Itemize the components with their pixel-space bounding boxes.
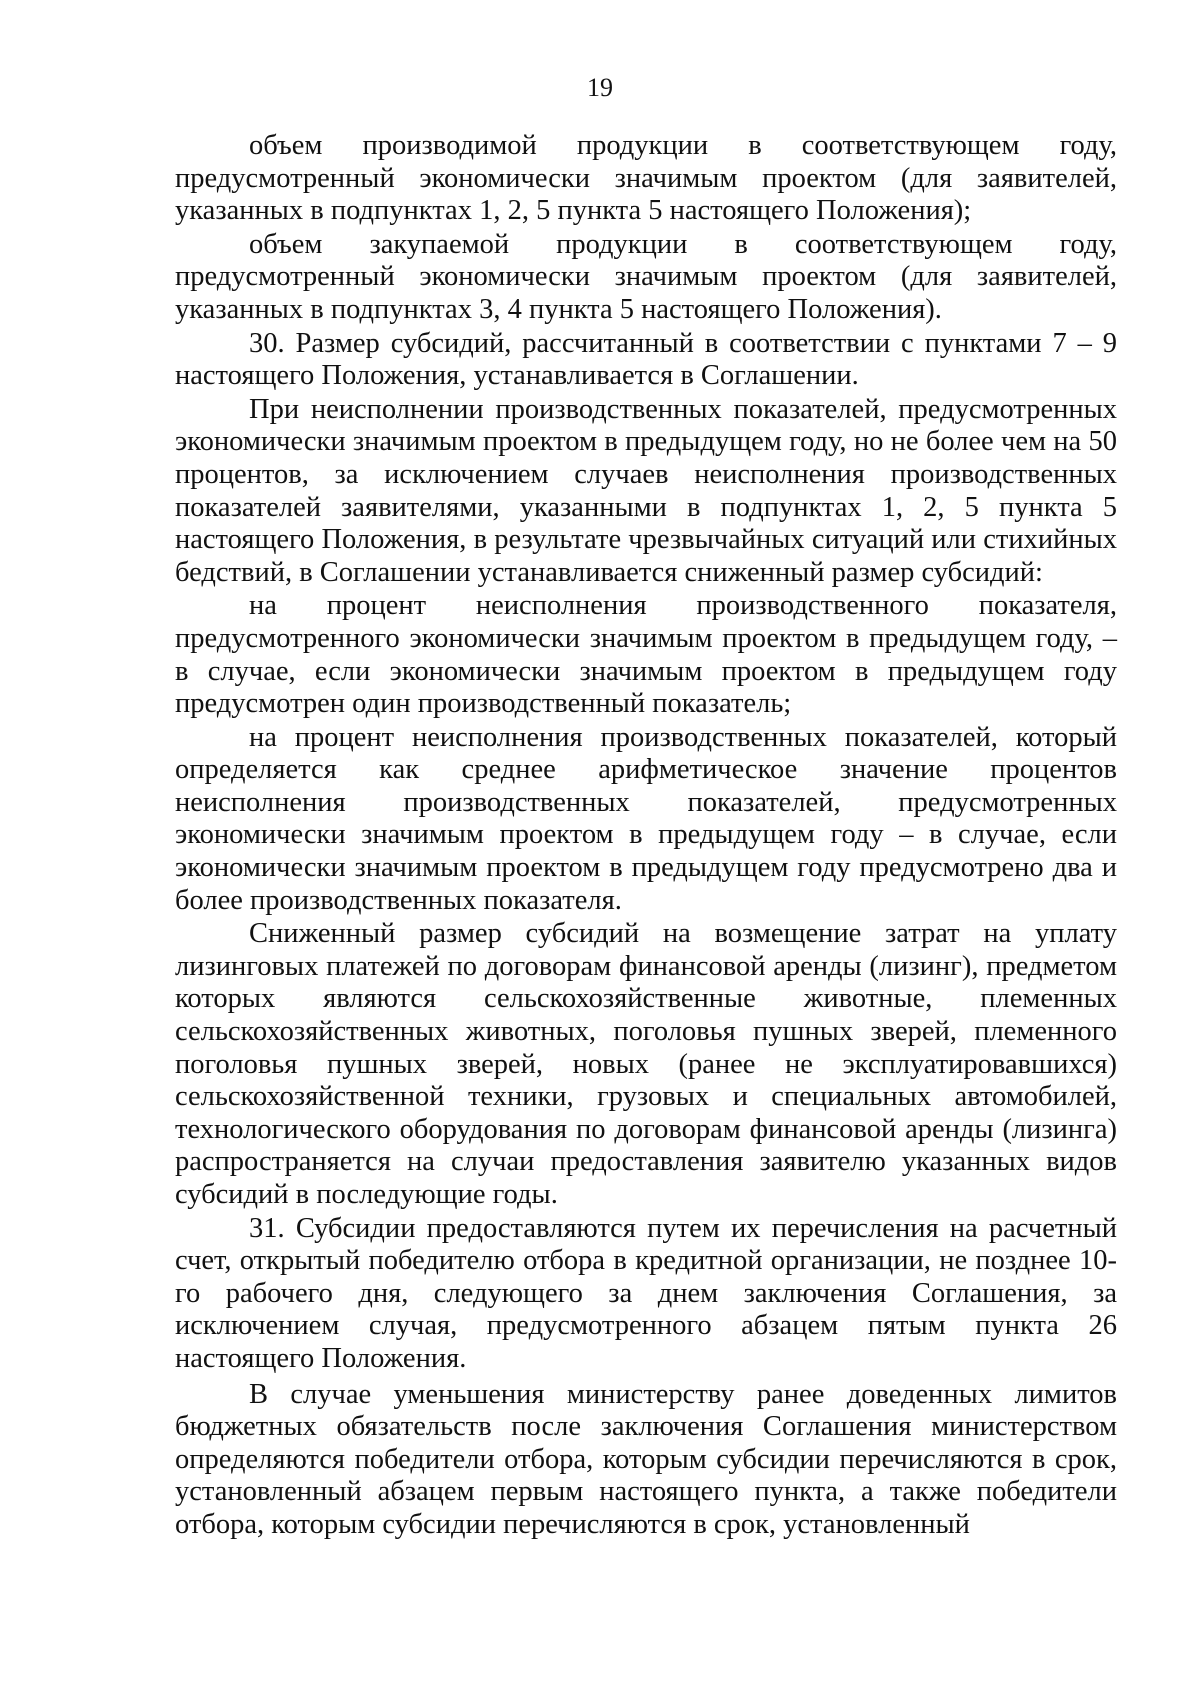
paragraph-point-30: 30. Размер субсидий, рассчитанный в соответствии с пунктами 7 – 9 настоящего Положения, устанавливается в Соглашении. bbox=[175, 327, 1117, 392]
document-body bbox=[175, 130, 1117, 1542]
paragraph-single-indicator: на процент неисполнения производственного показателя, предусмотренного экономически значимым проектом в предыдущем году, – в случае, если экономически значимым проектом в предыдущем году предусмотрен один производственный показатель; bbox=[175, 590, 1117, 720]
paragraph-limits-reduction: В случае уменьшения министерству ранее доведенных лимитов бюджетных обязательств после заключения Соглашения министерством определяются победители отбора, которым субсидии перечисляются в срок, установленный абзацем первым настоящего пункта, а также победители отбора, которым субсидии перечисляются в срок, установленный bbox=[175, 1378, 1117, 1540]
paragraph-leasing: Сниженный размер субсидий на возмещение затрат на уплату лизинговых платежей по договорам финансовой аренды (лизинг), предметом которых являются сельскохозяйственные животные, племенных сельскохозяйственных животных, поголовья пушных зверей, племенного поголовья пушных зверей, новых (ранее не эксплуатировавшихся) сельскохозяйственной техники, грузовых и специальных автомобилей, технологического оборудования по договорам финансовой аренды (лизинга) распространяется на случаи предоставления заявителю указанных видов субсидий в последующие годы. bbox=[175, 918, 1117, 1210]
paragraph-purchase-volume: объем закупаемой продукции в соответствующем году, предусмотренный экономически значимым проектом (для заявителей, указанных в подпунктах 3, 4 пункта 5 настоящего Положения). bbox=[175, 228, 1117, 325]
paragraph-reduced-subsidy: При неисполнении производственных показателей, предусмотренных экономически значимым проектом в предыдущем году, но не более чем на 50 процентов, за исключением случаев неисполнения производственных показателей заявителями, указанными в подпунктах 1, 2, 5 пункта 5 настоящего Положения, в результате чрезвычайных ситуаций или стихийных бедствий, в Соглашении устанавливается сниженный размер субсидий: bbox=[175, 393, 1117, 588]
paragraph-production-volume: объем производимой продукции в соответствующем году, предусмотренный экономически значимым проектом (для заявителей, указанных в подпунктах 1, 2, 5 пункта 5 настоящего Положения); bbox=[175, 130, 1117, 227]
paragraph-point-31: 31. Субсидии предоставляются путем их перечисления на расчетный счет, открытый победителю отбора в кредитной организации, не позднее 10-го рабочего дня, следующего за днем заключения Соглашения, за исключением случая, предусмотренного абзацем пятым пункта 26 настоящего Положения. bbox=[175, 1212, 1117, 1374]
paragraph-multiple-indicators: на процент неисполнения производственных показателей, который определяется как среднее арифметическое значение процентов неисполнения производственных показателей, предусмотренных экономически значимым проектом в предыдущем году – в случае, если экономически значимым проектом в предыдущем году предусмотрено два и более производственных показателя. bbox=[175, 721, 1117, 916]
page-number: 19 bbox=[587, 73, 613, 102]
